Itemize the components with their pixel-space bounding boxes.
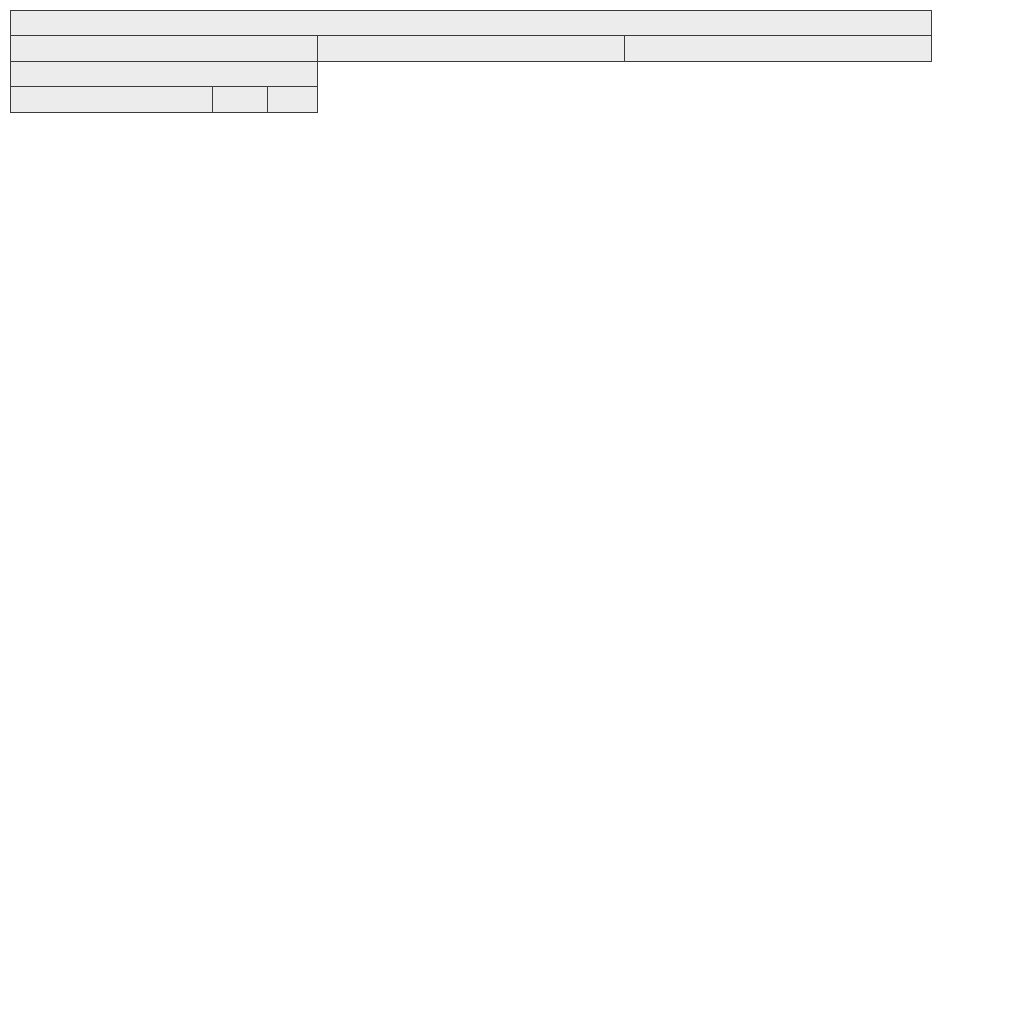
colorbar — [950, 38, 963, 518]
stats-table — [10, 10, 932, 113]
radar-site-info-header — [11, 62, 318, 87]
title-row — [11, 11, 932, 36]
group-header-average — [318, 36, 625, 62]
id-header — [213, 87, 268, 113]
group-header-row — [11, 36, 932, 62]
date-range — [11, 36, 318, 62]
column-header-row — [11, 87, 932, 113]
freq-header — [268, 87, 318, 113]
mode-header-row — [11, 62, 932, 87]
city-state-header — [11, 87, 213, 113]
group-header-std — [625, 36, 932, 62]
chart-title — [11, 11, 932, 36]
